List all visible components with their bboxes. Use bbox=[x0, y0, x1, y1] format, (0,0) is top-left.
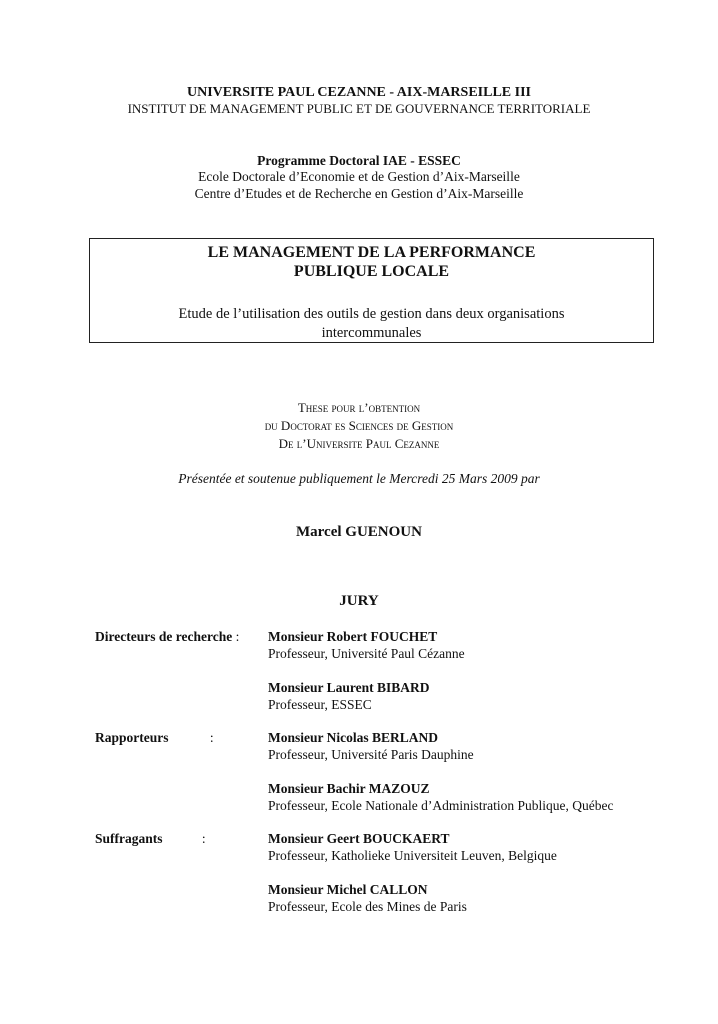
degree-line-3: De l’Universite Paul Cezanne bbox=[278, 436, 440, 451]
jury-role-examiners bbox=[95, 830, 206, 847]
university-title: UNIVERSITE PAUL CEZANNE - AIX-MARSEILLE III bbox=[187, 85, 531, 100]
role-label: Rapporteurs bbox=[95, 730, 169, 745]
role-label: Suffragants bbox=[95, 831, 163, 846]
jury-heading: JURY bbox=[339, 593, 379, 609]
jury-member-name: Monsieur Laurent BIBARD bbox=[268, 680, 430, 695]
jury-member-name: Monsieur Geert BOUCKAERT bbox=[268, 831, 450, 846]
defense-statement: Présentée et soutenue publiquement le Mercredi 25 Mars 2009 par bbox=[178, 471, 540, 486]
research-center-line: Centre d’Etudes et de Recherche en Gestion d’Aix-Marseille bbox=[194, 186, 524, 201]
role-label: Directeurs de recherche bbox=[95, 629, 233, 644]
jury-member-name: Monsieur Michel CALLON bbox=[268, 882, 428, 897]
jury-member-name: Monsieur Bachir MAZOUZ bbox=[268, 781, 430, 796]
jury-member-affiliation: Professeur, Université Paris Dauphine bbox=[268, 747, 474, 762]
jury-role-reporters bbox=[95, 729, 214, 746]
thesis-title-line-1: LE MANAGEMENT DE LA PERFORMANCE bbox=[207, 244, 536, 261]
thesis-title-box bbox=[89, 238, 654, 343]
jury-member-affiliation: Professeur, Katholieke Universiteit Leuven, Belgique bbox=[268, 848, 557, 863]
role-colon: : bbox=[235, 629, 240, 644]
thesis-title-line-2: PUBLIQUE LOCALE bbox=[293, 263, 450, 280]
role-colon: : bbox=[209, 730, 214, 745]
role-colon: : bbox=[201, 831, 206, 846]
program-title: Programme Doctoral IAE - ESSEC bbox=[257, 153, 461, 168]
jury-member-affiliation: Professeur, Université Paul Cézanne bbox=[268, 646, 465, 661]
jury-role-directors bbox=[95, 628, 239, 645]
jury-member-name: Monsieur Robert FOUCHET bbox=[268, 629, 438, 644]
jury-member-affiliation: Professeur, ESSEC bbox=[268, 697, 372, 712]
institute-title: INSTITUT DE MANAGEMENT PUBLIC ET DE GOUVERNANCE TERRITORIALE bbox=[127, 101, 591, 116]
jury-member-affiliation: Professeur, Ecole Nationale d’Administration Publique, Québec bbox=[268, 798, 614, 813]
doctoral-school-line: Ecole Doctorale d’Economie et de Gestion d’Aix-Marseille bbox=[198, 169, 520, 184]
thesis-subtitle-line-1: Etude de l’utilisation des outils de gestion dans deux organisations bbox=[178, 306, 565, 322]
author-name: Marcel GUENOUN bbox=[296, 524, 422, 540]
jury-member-affiliation: Professeur, Ecole des Mines de Paris bbox=[268, 899, 467, 914]
thesis-subtitle-line-2: intercommunales bbox=[321, 325, 422, 341]
degree-line-2: du Doctorat es Sciences de Gestion bbox=[264, 418, 454, 433]
jury-member-name: Monsieur Nicolas BERLAND bbox=[268, 730, 439, 745]
degree-line-1: These pour l’obtention bbox=[297, 400, 421, 415]
